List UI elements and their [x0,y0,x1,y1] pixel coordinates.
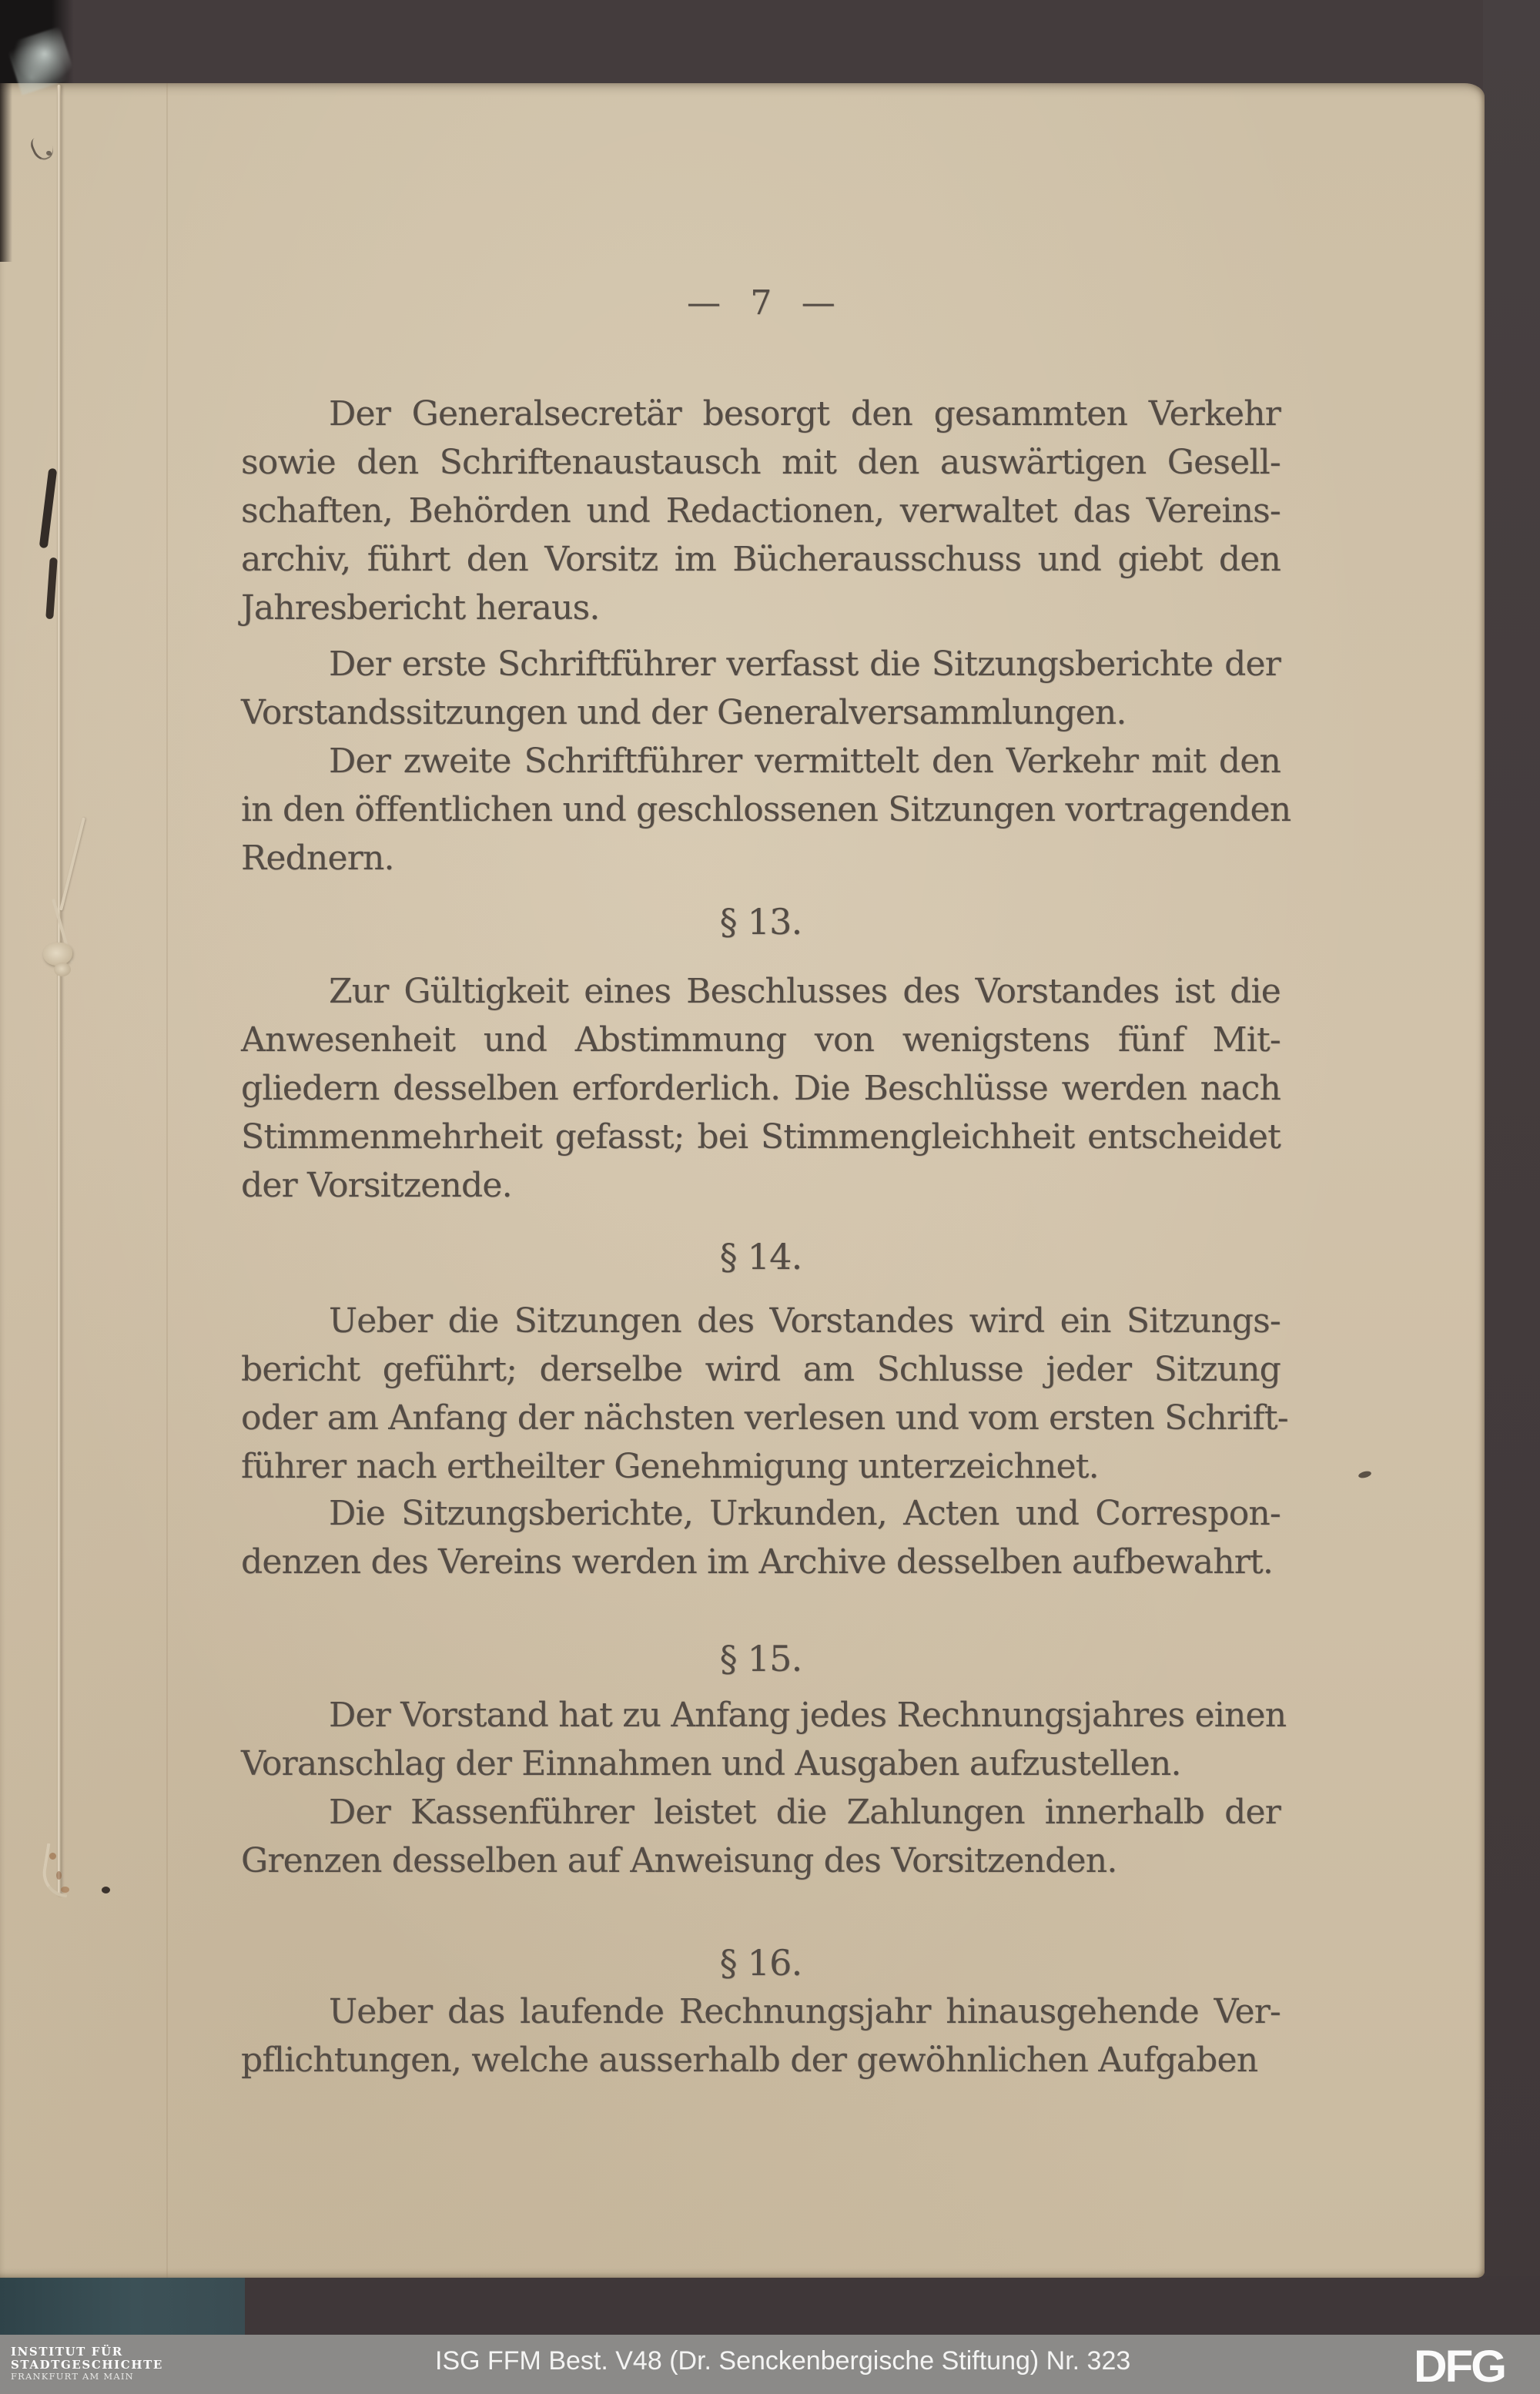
page-crease-line [166,83,168,2278]
text-line: Zur Gültigkeit eines Beschlusses des Vorstandes ist die [329,972,1281,1011]
paragraph [241,640,1281,737]
paragraph [241,967,1281,1210]
text-line: Der Kassenführer leistet die Zahlungen innerhalb der [329,1793,1281,1832]
text-line: bericht geführt; derselbe wird am Schlusse jeder Sitzung [241,1350,1281,1389]
text-line: Vorstandssitzungen und der Generalversammlungen. [241,693,1127,732]
text-line: Ueber die Sitzungen des Vorstandes wird ein Sitzungs- [329,1301,1281,1341]
binding-thread-knot [54,963,71,976]
text-line: in den öffentlichen und geschlossenen Sitzungen vortragenden [241,790,1291,829]
text-line: Jahresbericht heraus. [241,588,600,628]
text-line: Die Sitzungsberichte, Urkunden, Acten und Correspon- [329,1494,1281,1533]
text-line: archiv, führt den Vorsitz im Bücherausschuss und giebt den [241,540,1281,579]
paragraph [241,1788,1281,1885]
section-heading: § 16. [719,1942,802,1984]
page-corner-shadow [0,83,12,262]
text-line: Der erste Schriftführer verfasst die Sitzungsberichte der [329,645,1281,684]
rust-stain [61,1887,69,1893]
text-line: Der zweite Schriftführer vermittelt den Verkehr mit den [329,742,1281,781]
text-line: oder am Anfang der nächsten verlesen und vom ersten Schrift- [241,1398,1288,1438]
text-line: Grenzen desselben auf Anweisung des Vorsitzenden. [241,1841,1117,1880]
rust-stain [49,1853,56,1860]
text-line: Stimmenmehrheit gefasst; bei Stimmengleichheit entscheidet [241,1117,1281,1157]
section-heading: § 13. [719,901,802,943]
text-line: Der Generalsecretär besorgt den gesammten Verkehr [329,394,1281,434]
text-line: sowie den Schriftenaustausch mit den auswärtigen Gesell- [241,443,1281,482]
ink-spot [102,1887,110,1893]
section-heading: § 14. [719,1236,802,1277]
text-line: führer nach ertheilter Genehmigung unterzeichnet. [241,1447,1099,1486]
text-line: schaften, Behörden und Redactionen, verwaltet das Vereins- [241,491,1281,531]
paragraph [241,1489,1281,1586]
text-line: denzen des Vereins werden im Archive desselben aufbewahrt. [241,1542,1274,1582]
paragraph [241,1691,1287,1788]
paragraph [241,737,1291,882]
paragraph [241,1297,1288,1491]
text-line: pflichtungen, welche ausserhalb der gewöhnlichen Aufgaben [241,2041,1258,2080]
isg-logo-line: STADTGESCHICHTE [11,2357,163,2372]
book-page [0,83,1485,2278]
text-line: gliedern desselben erforderlich. Die Beschlüsse werden nach [241,1069,1281,1108]
archive-reference-caption: ISG FFM Best. V48 (Dr. Senckenbergische Stiftung) Nr. 323 [435,2346,1131,2376]
dfg-logo: DFG [1414,2342,1505,2392]
isg-logo-line: FRANKFURT AM MAIN [11,2371,134,2382]
text-line: der Vorsitzende. [241,1166,512,1205]
text-line: Rednern. [241,839,394,878]
paragraph [241,1987,1281,2084]
text-line: Anwesenheit und Abstimmung von wenigstens fünf Mit- [241,1020,1281,1060]
isg-logo-line: INSTITUT FÜR [11,2345,123,2359]
text-line: Voranschlag der Einnahmen und Ausgaben aufzustellen. [241,1744,1181,1783]
rust-stain [56,1871,62,1880]
paragraph [241,390,1281,632]
page-number: — 7 — [687,283,835,323]
text-line: Ueber das laufende Rechnungsjahr hinausgehende Ver- [329,1992,1281,2031]
isg-institute-logo [11,2345,163,2382]
section-heading: § 15. [719,1638,802,1679]
text-line: Der Vorstand hat zu Anfang jedes Rechnungsjahres einen [329,1696,1287,1735]
scan-background-teal-band [0,2276,245,2335]
scan-background-right-strip [1483,0,1540,2335]
binding-thread [57,85,61,1896]
